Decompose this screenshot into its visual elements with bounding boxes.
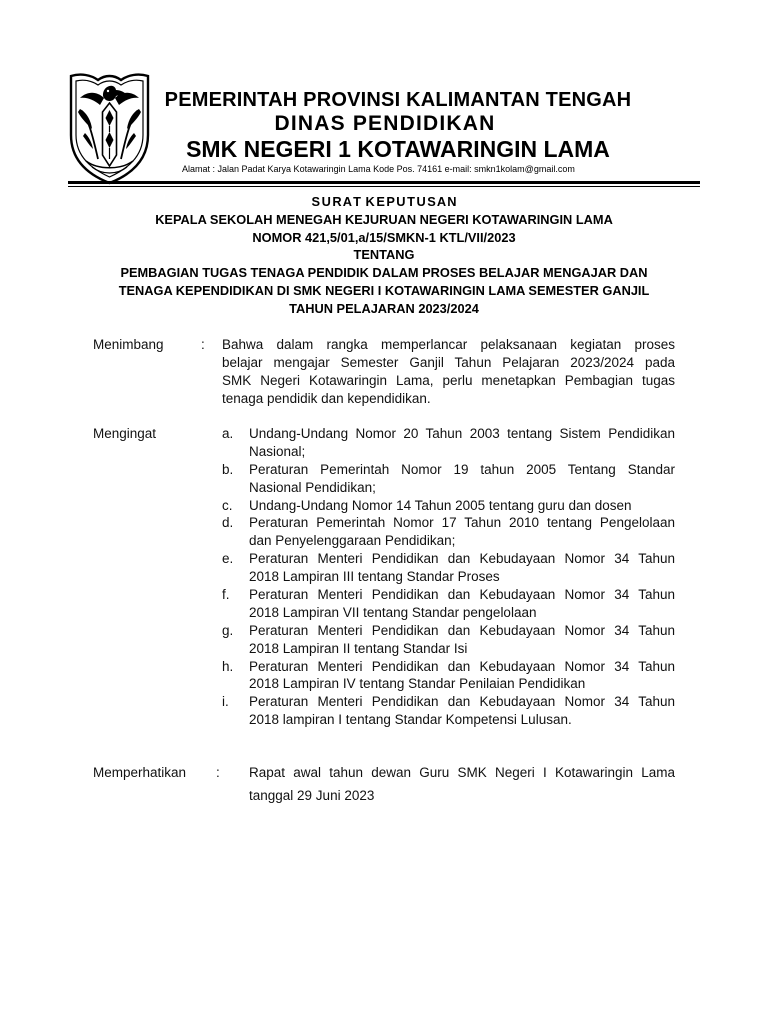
paragraph-line: tenaga pendidik dan kependidikan. <box>222 391 431 406</box>
list-item-text <box>249 693 675 729</box>
document-type: S U R A T K E P U T U S A N <box>311 194 457 209</box>
list-item-line: Undang-Undang Nomor 20 Tahun 2003 tentang Sistem Pendidikan <box>249 426 675 441</box>
list-marker: g. <box>222 622 234 638</box>
department-name: DINAS PENDIDIKAN <box>274 112 496 135</box>
mengingat-list <box>222 425 675 729</box>
paragraph-line: Bahwa dalam rangka memperlancar pelaksanaan kegiatan proses <box>222 337 675 352</box>
issuer-title: KEPALA SEKOLAH MENEGAH KEJURUAN NEGERI KOTAWARINGIN LAMA <box>155 211 613 227</box>
memperhatikan-colon: : <box>216 765 220 780</box>
list-item-line: Peraturan Menteri Pendidikan dan Kebudayaan Nomor 34 Tahun <box>249 622 675 638</box>
list-marker: f. <box>222 587 230 603</box>
school-name: SMK NEGERI 1 KOTAWARINGIN LAMA <box>186 136 610 162</box>
list-item-line: Peraturan Menteri Pendidikan dan Kebudayaan Nomor 34 Tahun <box>249 551 675 567</box>
list-item <box>222 514 675 550</box>
list-item <box>222 550 675 586</box>
list-item-text <box>249 425 675 461</box>
list-item <box>222 425 675 461</box>
list-marker: h. <box>222 658 234 674</box>
list-item <box>222 586 675 622</box>
school-address: Alamat : Jalan Padat Karya Kotawaringin Lama Kode Pos. 74161 e-mail: smkn1kolam@gmail.com <box>182 164 575 174</box>
list-marker: b. <box>222 461 234 477</box>
list-item <box>222 693 675 729</box>
list-item-line: Peraturan Pemerintah Nomor 19 tahun 2005 Tentang Standar <box>249 461 675 477</box>
list-item <box>222 658 675 694</box>
list-item-text <box>249 514 675 550</box>
memperhatikan-line: Rapat awal tahun dewan Guru SMK Negeri I Kotawaringin Lama <box>249 765 675 780</box>
list-item-line: 2018 Lampiran VII tentang Standar pengelolaan <box>249 604 537 620</box>
emblem-talawang-shield <box>103 103 117 166</box>
list-item-line: dan Penyelenggaraan Pendidikan; <box>249 533 456 549</box>
list-marker: a. <box>222 426 234 441</box>
subject-line: PEMBAGIAN TUGAS TENAGA PENDIDIK DALAM PROSES BELAJAR MENGAJAR DAN <box>120 265 648 281</box>
list-marker: e. <box>222 551 234 567</box>
list-item-line: Peraturan Menteri Pendidikan dan Kebudayaan Nomor 34 Tahun <box>249 658 675 674</box>
list-item-line: Nasional Pendidikan; <box>249 479 376 495</box>
list-item-line: Peraturan Pemerintah Nomor 17 Tahun 2010 tentang Pengelolaan <box>249 515 675 531</box>
list-item-text <box>249 586 675 622</box>
list-item-text <box>249 550 675 586</box>
list-item-line: 2018 Lampiran IV tentang Standar Penilaian Pendidikan <box>249 676 586 692</box>
list-item <box>222 497 675 515</box>
list-item-line: 2018 lampiran I tentang Standar Kompetensi Lulusan. <box>249 712 572 728</box>
menimbang-paragraph <box>222 336 675 408</box>
letterhead-divider-thin <box>68 186 700 187</box>
list-marker: i. <box>222 694 229 710</box>
letterhead-divider-thick <box>68 181 700 184</box>
list-item-line: 2018 Lampiran III tentang Standar Proses <box>249 569 500 585</box>
paragraph-line: SMK Negeri Kotawaringin Lama, perlu menetapkan Pembagian tugas <box>222 373 675 388</box>
list-item-text <box>249 658 675 694</box>
list-item-line: Peraturan Menteri Pendidikan dan Kebudayaan Nomor 34 Tahun <box>249 587 675 603</box>
list-marker: d. <box>222 515 234 531</box>
memperhatikan-line: tanggal 29 Juni 2023 <box>249 788 375 803</box>
list-marker: c. <box>222 497 233 513</box>
list-item-text <box>249 622 675 658</box>
list-item-line: Nasional; <box>249 443 306 459</box>
list-item <box>222 622 675 658</box>
list-item-line: Undang-Undang Nomor 14 Tahun 2005 tentang guru dan dosen <box>249 497 632 513</box>
decree-number: NOMOR 421,5/01,a/15/SMKN-1 KTL/VII/2023 <box>252 229 516 245</box>
subject-line: TAHUN PELAJARAN 2023/2024 <box>289 300 479 316</box>
subject-line: TENAGA KEPENDIDIKAN DI SMK NEGERI I KOTAWARINGIN LAMA SEMESTER GANJIL <box>118 282 650 298</box>
list-item-line: Peraturan Menteri Pendidikan dan Kebudayaan Nomor 34 Tahun <box>249 694 675 710</box>
list-item-line: 2018 Lampiran II tentang Standar Isi <box>249 640 468 656</box>
list-item <box>222 461 675 497</box>
section-label-menimbang: Menimbang <box>93 337 164 352</box>
paragraph-line: belajar mengajar Semester Ganjil Tahun Pelajaran 2023/2024 pada <box>222 355 675 370</box>
decree-title-block <box>0 193 768 318</box>
menimbang-colon: : <box>201 337 205 352</box>
list-item-text <box>249 497 675 515</box>
about-label: TENTANG <box>353 247 415 263</box>
government-name: PEMERINTAH PROVINSI KALIMANTAN TENGAH <box>164 89 632 111</box>
section-label-memperhatikan: Memperhatikan <box>93 765 187 780</box>
section-label-mengingat: Mengingat <box>93 426 157 441</box>
list-item-text <box>249 461 675 497</box>
